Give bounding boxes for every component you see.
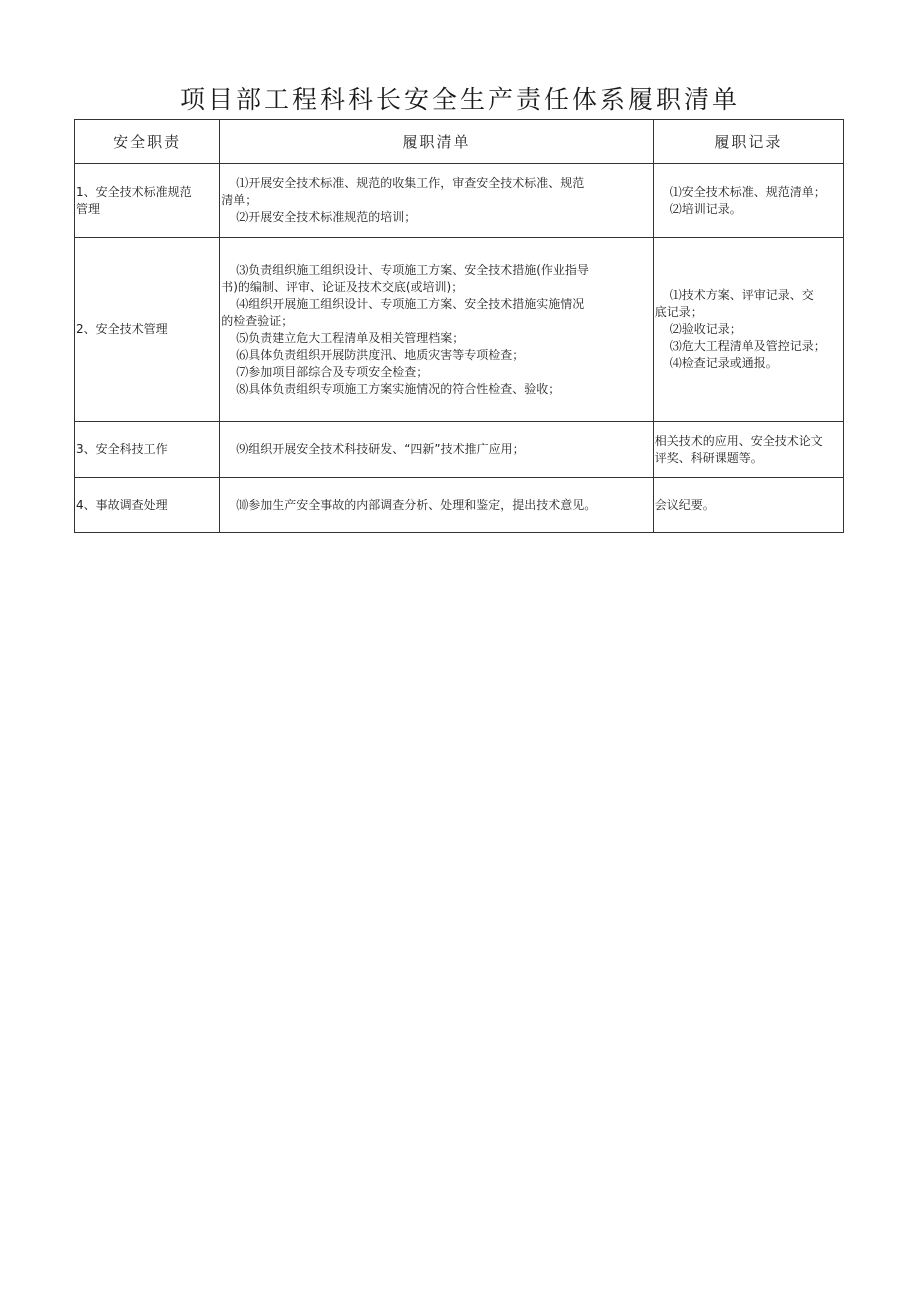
duty-text: 2、安全技术管理 <box>76 322 168 336</box>
duty-cell <box>75 422 220 478</box>
list-item: ⑻具体负责组织专项施工方案实施情况的符合性检查、验收； <box>236 381 561 396</box>
record-item: ⑵培训记录。 <box>669 201 742 216</box>
table-row <box>75 238 844 422</box>
duty-cell <box>75 238 220 422</box>
duty-text: 1、安全技术标准规范 <box>76 184 192 199</box>
duty-text: 管理 <box>76 201 101 216</box>
list-item: 清单； <box>221 193 258 207</box>
duty-cell <box>75 164 220 238</box>
record-item: 评奖、科研课题等。 <box>654 450 763 465</box>
record-item: ⑶危大工程清单及管控记录； <box>669 339 826 353</box>
table-row <box>75 422 844 478</box>
header-list: 履职清单 <box>220 120 654 164</box>
list-item: ⑸负责建立危大工程清单及相关管理档案； <box>236 330 465 345</box>
header-duty: 安全职责 <box>75 120 220 164</box>
list-item: ⑶负责组织施工组织设计、专项施工方案、安全技术措施(作业指导 <box>236 262 589 277</box>
record-item: ⑴安全技术标准、规范清单； <box>669 184 826 199</box>
list-item: ⑷组织开展施工组织设计、专项施工方案、安全技术措施实施情况 <box>236 296 585 311</box>
record-cell <box>653 478 843 533</box>
duty-text: 3、安全科技工作 <box>76 442 168 456</box>
table-row <box>75 164 844 238</box>
record-cell <box>653 238 843 422</box>
list-item: 的检查验证； <box>221 313 294 328</box>
record-item: ⑵验收记录； <box>669 322 742 336</box>
record-item: ⑴技术方案、评审记录、交 <box>669 288 814 302</box>
list-item: ⑼组织开展安全技术科技研发、“四新”技术推广应用； <box>236 442 525 456</box>
record-item: 相关技术的应用、安全技术论文 <box>654 433 823 448</box>
record-cell <box>653 422 843 478</box>
record-cell <box>653 164 843 238</box>
list-item: ⑴开展安全技术标准、规范的收集工作，审查安全技术标准、规范 <box>236 176 585 190</box>
table-header-row <box>75 120 844 164</box>
page-title: 项目部工程科科长安全生产责任体系履职清单 <box>179 85 740 114</box>
list-cell <box>220 422 654 478</box>
table-row <box>75 478 844 533</box>
duty-table <box>74 119 844 533</box>
header-record: 履职记录 <box>653 120 843 164</box>
record-item: 底记录； <box>654 305 703 319</box>
list-cell <box>220 478 654 533</box>
record-item: 会议纪要。 <box>654 497 715 512</box>
list-item: ⑺参加项目部综合及专项安全检查； <box>236 364 429 379</box>
list-cell <box>220 164 654 238</box>
list-item: ⑹具体负责组织开展防洪度汛、地质灾害等专项检查； <box>236 347 525 362</box>
duty-text: 4、事故调查处理 <box>76 497 168 512</box>
duty-cell <box>75 478 220 533</box>
list-item: ⑽参加生产安全事故的内部调查分析、处理和鉴定，提出技术意见。 <box>236 497 597 512</box>
record-item: ⑷检查记录或通报。 <box>669 356 778 370</box>
list-item: ⑵开展安全技术标准规范的培训； <box>236 210 417 224</box>
list-item: 书)的编制、评审、论证及技术交底(或培训)； <box>221 279 464 294</box>
list-cell <box>220 238 654 422</box>
